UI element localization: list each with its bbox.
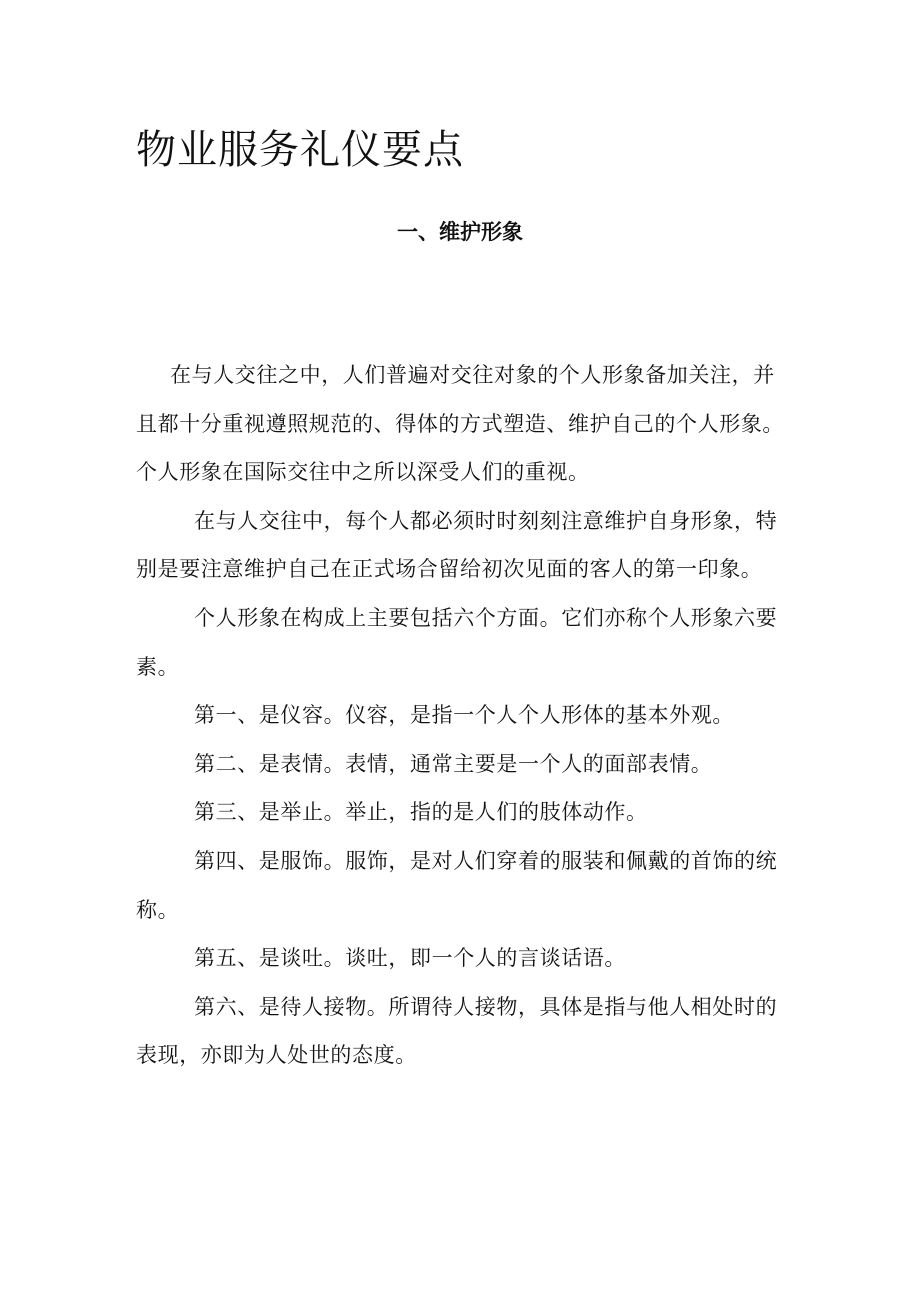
paragraph: 第一、是仪容。仪容，是指一个人个人形体的基本外观。 xyxy=(194,703,734,728)
paragraph: 个人形象在构成上主要包括六个方面。它们亦称个人形象六要素。 xyxy=(136,605,778,679)
document-title: 物业服务礼仪要点 xyxy=(136,127,464,173)
paragraph: 第二、是表情。表情，通常主要是一个人的面部表情。 xyxy=(194,751,713,776)
paragraph: 第五、是谈吐。谈吐，即一个人的言谈话语。 xyxy=(194,946,626,971)
paragraph: 第六、是待人接物。所谓待人接物，具体是指与他人相处时的表现，亦即为人处世的态度。 xyxy=(136,994,778,1068)
paragraph: 第三、是举止。举止，指的是人们的肢体动作。 xyxy=(194,800,648,825)
paragraph: 第四、是服饰。服饰，是对人们穿着的服装和佩戴的首饰的统称。 xyxy=(136,848,778,922)
document-body xyxy=(136,351,796,1080)
section-heading: 一、维护形象 xyxy=(397,220,523,244)
paragraph: 在与人交往之中，人们普遍对交往对象的个人形象备加关注，并且都十分重视遵照规范的、得体的方式塑造、维护自己的个人形象。个人形象在国际交往中之所以深受人们的重视。 xyxy=(136,363,784,485)
paragraph: 在与人交往中，每个人都必须时时刻刻注意维护自身形象，特别是要注意维护自己在正式场合留给初次见面的客人的第一印象。 xyxy=(136,508,778,582)
